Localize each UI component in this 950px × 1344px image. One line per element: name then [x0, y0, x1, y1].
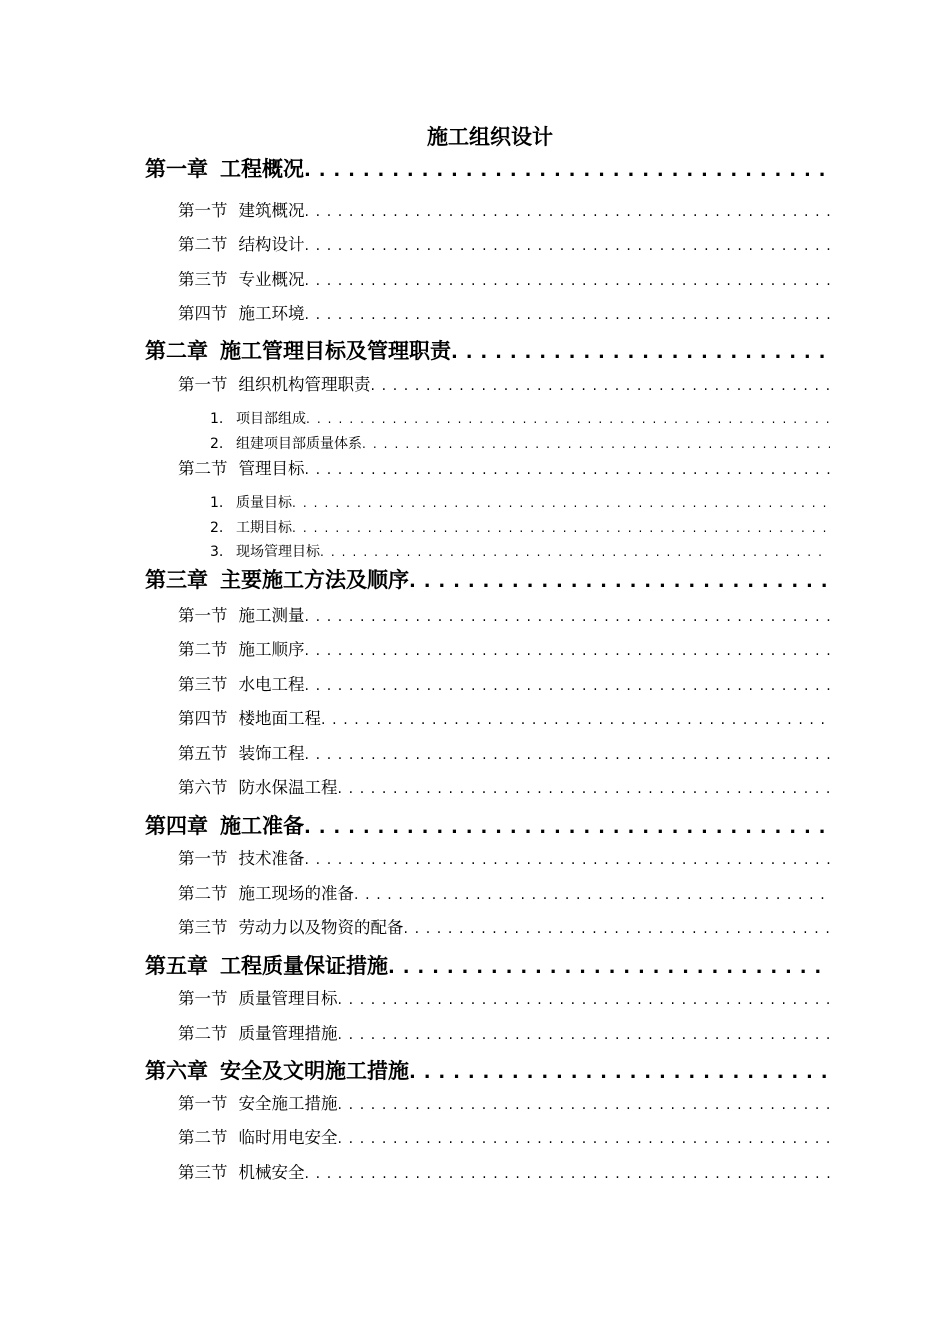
- toc-dot-leader: [305, 1161, 831, 1187]
- toc-section[interactable]: [178, 1021, 830, 1047]
- toc-dot-leader: [362, 433, 830, 455]
- toc-entry-number: 第二章: [145, 339, 208, 363]
- toc-dot-leader: [409, 566, 830, 598]
- toc-dot-leader: [409, 1057, 830, 1089]
- toc-dot-leader: [292, 492, 830, 514]
- toc-entry-title: 质量管理措施: [238, 1024, 338, 1043]
- toc-entry-title: 质量目标: [236, 495, 292, 511]
- toc-dot-leader: [338, 1092, 831, 1118]
- toc-entry-number: 第二节: [178, 459, 228, 478]
- toc-chapter[interactable]: [145, 153, 830, 185]
- toc-entry-number: 第五节: [178, 744, 228, 763]
- toc-section[interactable]: [178, 301, 830, 327]
- toc-entry-title: 防水保温工程: [238, 778, 338, 797]
- toc-entry-number: 2.: [210, 436, 224, 452]
- toc-section[interactable]: [178, 637, 830, 663]
- toc-entry-number: 第三章: [145, 568, 208, 592]
- toc-entry-title: 施工现场的准备: [238, 884, 354, 903]
- toc-entry-number: 第四章: [145, 814, 208, 838]
- toc-entry-title: 施工管理目标及管理职责: [220, 339, 451, 363]
- toc-entry-number: 第三节: [178, 270, 228, 289]
- toc-entry-number: 第一节: [178, 201, 228, 220]
- toc-entry-title: 施工测量: [238, 606, 305, 625]
- toc-dot-leader: [305, 457, 831, 483]
- toc-entry-number: 第一节: [178, 849, 228, 868]
- toc-entry-title: 水电工程: [238, 675, 305, 694]
- toc-chapter[interactable]: [145, 950, 830, 982]
- toc-entry-number: 第二节: [178, 235, 228, 254]
- toc-entry-number: 第六章: [145, 1059, 208, 1083]
- toc-entry-title: 楼地面工程: [238, 709, 321, 728]
- toc-dot-leader: [388, 952, 830, 984]
- toc-entry-number: 第六节: [178, 778, 228, 797]
- toc-entry-title: 技术准备: [238, 849, 305, 868]
- toc-section[interactable]: [178, 775, 830, 801]
- toc-section[interactable]: [178, 1160, 830, 1186]
- toc-section[interactable]: [178, 846, 830, 872]
- toc-item[interactable]: [210, 517, 830, 539]
- toc-entry-number: 1.: [210, 411, 224, 427]
- toc-dot-leader: [292, 517, 830, 539]
- toc-section[interactable]: [178, 915, 830, 941]
- toc-section[interactable]: [178, 456, 830, 482]
- toc-dot-leader: [305, 233, 831, 259]
- toc-dot-leader: [451, 337, 830, 369]
- toc-dot-leader: [305, 268, 831, 294]
- toc-dot-leader: [338, 987, 831, 1013]
- toc-dot-leader: [305, 638, 831, 664]
- toc-dot-leader: [338, 1126, 831, 1152]
- toc-dot-leader: [371, 373, 831, 399]
- toc-entry-number: 第三节: [178, 675, 228, 694]
- toc-entry-number: 2.: [210, 520, 224, 536]
- toc-section[interactable]: [178, 881, 830, 907]
- toc-section[interactable]: [178, 603, 830, 629]
- toc-entry-number: 第二节: [178, 884, 228, 903]
- toc-entry-title: 安全施工措施: [238, 1094, 338, 1113]
- toc-entry-number: 第一节: [178, 606, 228, 625]
- toc-entry-title: 施工顺序: [238, 640, 305, 659]
- toc-entry-number: 第一节: [178, 989, 228, 1008]
- toc-entry-number: 第二节: [178, 1024, 228, 1043]
- toc-section[interactable]: [178, 672, 830, 698]
- toc-dot-leader: [305, 604, 831, 630]
- toc-entry-title: 项目部组成: [236, 411, 306, 427]
- toc-item[interactable]: [210, 408, 830, 430]
- toc-dot-leader: [338, 1022, 831, 1048]
- toc-dot-leader: [306, 408, 830, 430]
- toc-dot-leader: [304, 155, 830, 187]
- toc-entry-title: 施工准备: [220, 814, 304, 838]
- toc-entry-number: 3.: [210, 544, 224, 560]
- toc-entry-title: 组建项目部质量体系: [236, 436, 362, 452]
- toc-dot-leader: [305, 673, 831, 699]
- toc-entry-title: 建筑概况: [238, 201, 305, 220]
- toc-chapter[interactable]: [145, 1055, 830, 1087]
- toc-section[interactable]: [178, 986, 830, 1012]
- toc-entry-number: 第五章: [145, 954, 208, 978]
- toc-entry-title: 临时用电安全: [238, 1128, 338, 1147]
- toc-dot-leader: [404, 916, 831, 942]
- toc-dot-leader: [305, 199, 831, 225]
- toc-item[interactable]: [210, 433, 830, 455]
- toc-dot-leader: [304, 812, 830, 844]
- toc-entry-title: 主要施工方法及顺序: [220, 568, 409, 592]
- toc-entry-title: 质量管理目标: [238, 989, 338, 1008]
- toc-dot-leader: [320, 541, 830, 563]
- toc-entry-number: 1.: [210, 495, 224, 511]
- toc-entry-title: 现场管理目标: [236, 544, 320, 560]
- toc-entry-number: 第三节: [178, 1163, 228, 1182]
- toc-section[interactable]: [178, 232, 830, 258]
- toc-dot-leader: [354, 882, 830, 908]
- toc-dot-leader: [305, 742, 831, 768]
- toc-dot-leader: [321, 707, 830, 733]
- toc-entry-number: 第一节: [178, 1094, 228, 1113]
- toc-entry-title: 工期目标: [236, 520, 292, 536]
- toc-dot-leader: [305, 847, 831, 873]
- toc-entry-title: 安全及文明施工措施: [220, 1059, 409, 1083]
- toc-chapter[interactable]: [145, 335, 830, 367]
- toc-section[interactable]: [178, 1125, 830, 1151]
- toc-item[interactable]: [210, 541, 830, 563]
- toc-section[interactable]: [178, 741, 830, 767]
- toc-entry-number: 第四节: [178, 709, 228, 728]
- toc-entry-title: 劳动力以及物资的配备: [238, 918, 404, 937]
- document-title: 施工组织设计: [427, 125, 553, 149]
- toc-entry-number: 第四节: [178, 304, 228, 323]
- toc-entry-title: 工程概况: [220, 157, 304, 181]
- toc-entry-title: 专业概况: [238, 270, 305, 289]
- toc-entry-title: 管理目标: [238, 459, 305, 478]
- toc-entry-title: 结构设计: [238, 235, 305, 254]
- toc-chapter[interactable]: [145, 810, 830, 842]
- toc-entry-number: 第二节: [178, 1128, 228, 1147]
- toc-chapter[interactable]: [145, 564, 830, 596]
- toc-item[interactable]: [210, 492, 830, 514]
- toc-entry-title: 机械安全: [238, 1163, 305, 1182]
- toc-section[interactable]: [178, 267, 830, 293]
- toc-entry-title: 工程质量保证措施: [220, 954, 388, 978]
- toc-entry-number: 第一章: [145, 157, 208, 181]
- toc-entry-title: 组织机构管理职责: [238, 375, 371, 394]
- toc-entry-title: 施工环境: [238, 304, 305, 323]
- toc-dot-leader: [338, 776, 831, 802]
- toc-section[interactable]: [178, 198, 830, 224]
- toc-entry-number: 第二节: [178, 640, 228, 659]
- toc-entry-title: 装饰工程: [238, 744, 305, 763]
- toc-dot-leader: [305, 302, 831, 328]
- toc-entry-number: 第一节: [178, 375, 228, 394]
- toc-section[interactable]: [178, 706, 830, 732]
- toc-entry-number: 第三节: [178, 918, 228, 937]
- toc-section[interactable]: [178, 372, 830, 398]
- toc-section[interactable]: [178, 1091, 830, 1117]
